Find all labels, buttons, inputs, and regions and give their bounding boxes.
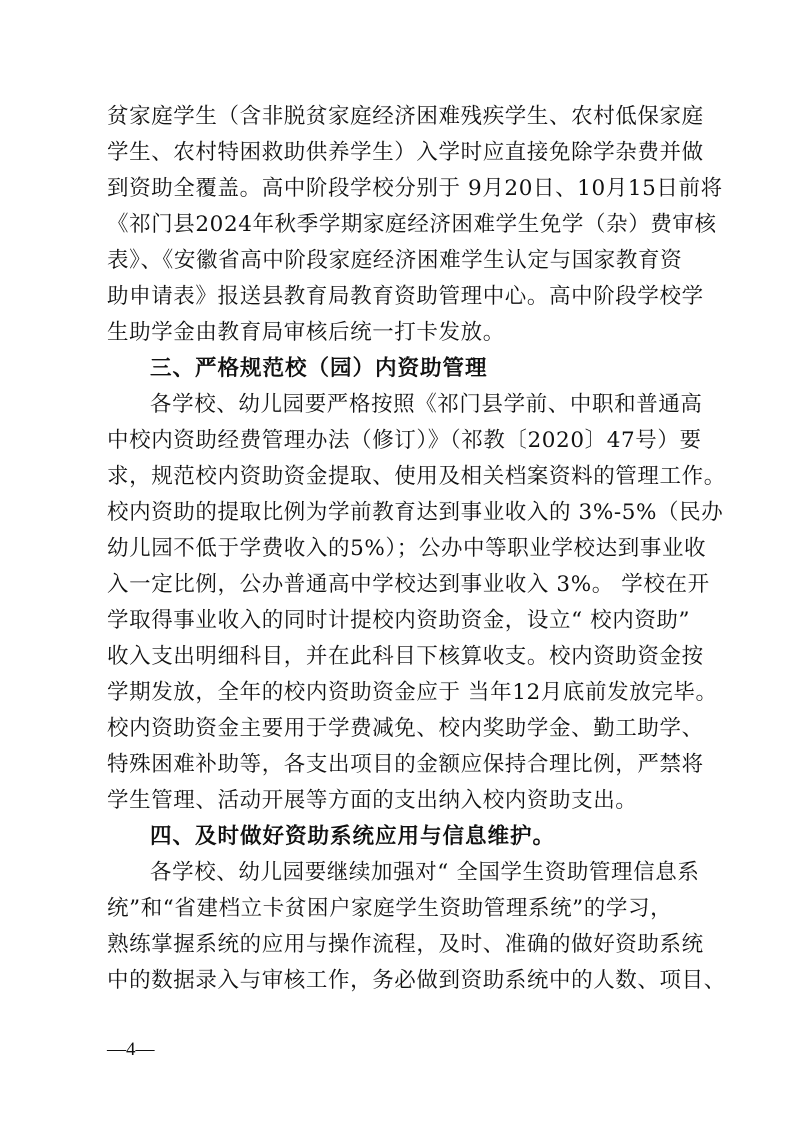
body-text-line: 熟练掌握系统的应用与操作流程，及时、准确的做好资助系统 — [107, 932, 704, 957]
body-text-line: 到资助全覆盖。高中阶段学校分别于 9月20日、10月15日前将 — [107, 176, 723, 201]
body-text-line: 统”和“省建档立卡贫困户家庭学生资助管理系统”的学习， — [107, 896, 673, 921]
body-text-line: 求，规范校内资助资金提取、使用及相关档案资料的管理工作。 — [107, 464, 726, 489]
body-text-line: 学取得事业收入的同时计提校内资助资金，设立“ 校内资助” — [107, 608, 691, 633]
body-text-line: 收入支出明细科目，并在此科目下核算收支。校内资助资金按 — [107, 644, 704, 669]
body-text-line: 学生管理、活动开展等方面的支出纳入校内资助支出。 — [107, 788, 638, 813]
section-heading-3: 三、严格规范校（园）内资助管理 — [150, 356, 488, 381]
body-text-line: 各学校、幼儿园要严格按照《祁门县学前、中职和普通高 — [150, 392, 703, 417]
body-text-line: 各学校、幼儿园要继续加强对“ 全国学生资助管理信息系 — [150, 860, 700, 885]
section-heading-4: 四、及时做好资助系统应用与信息维护。 — [150, 824, 556, 849]
body-text-line: 校内资助资金主要用于学费减免、校内奖助学金、勤工助学、 — [107, 716, 704, 741]
page-number: —4— — [107, 1039, 155, 1060]
body-text-line: 入一定比例，公办普通高中学校达到事业收入 3%。 学校在开 — [107, 572, 710, 597]
body-text-line: 中校内资助经费管理办法（修订）》（祁教〔2020〕47号）要 — [107, 428, 702, 453]
body-text-line: 助申请表》报送县教育局教育资助管理中心。高中阶段学校学 — [107, 284, 704, 309]
body-text-line: 表》、《安徽省高中阶段家庭经济困难学生认定与国家教育资 — [107, 248, 683, 273]
body-text-line: 《祁门县2024年秋季学期家庭经济困难学生免学（杂）费审核 — [107, 212, 717, 237]
body-text-line: 学期发放，全年的校内资助资金应于 当年12月底前发放完毕。 — [107, 680, 718, 705]
body-text-line: 生助学金由教育局审核后统一打卡发放。 — [107, 320, 505, 345]
body-text-line: 中的数据录入与审核工作，务必做到资助系统中的人数、项目、 — [107, 968, 726, 993]
body-text-line: 校内资助的提取比例为学前教育达到事业收入的 3%-5%（民办 — [107, 500, 724, 525]
body-text-line: 幼儿园不低于学费收入的5%）；公办中等职业学校达到事业收 — [107, 536, 707, 561]
body-text-line: 学生、农村特困救助供养学生）入学时应直接免除学杂费并做 — [107, 140, 704, 165]
body-text-line: 贫家庭学生（含非脱贫家庭经济困难残疾学生、农村低保家庭 — [107, 104, 704, 129]
body-text-line: 特殊困难补助等，各支出项目的金额应保持合理比例，严禁将 — [107, 752, 704, 777]
